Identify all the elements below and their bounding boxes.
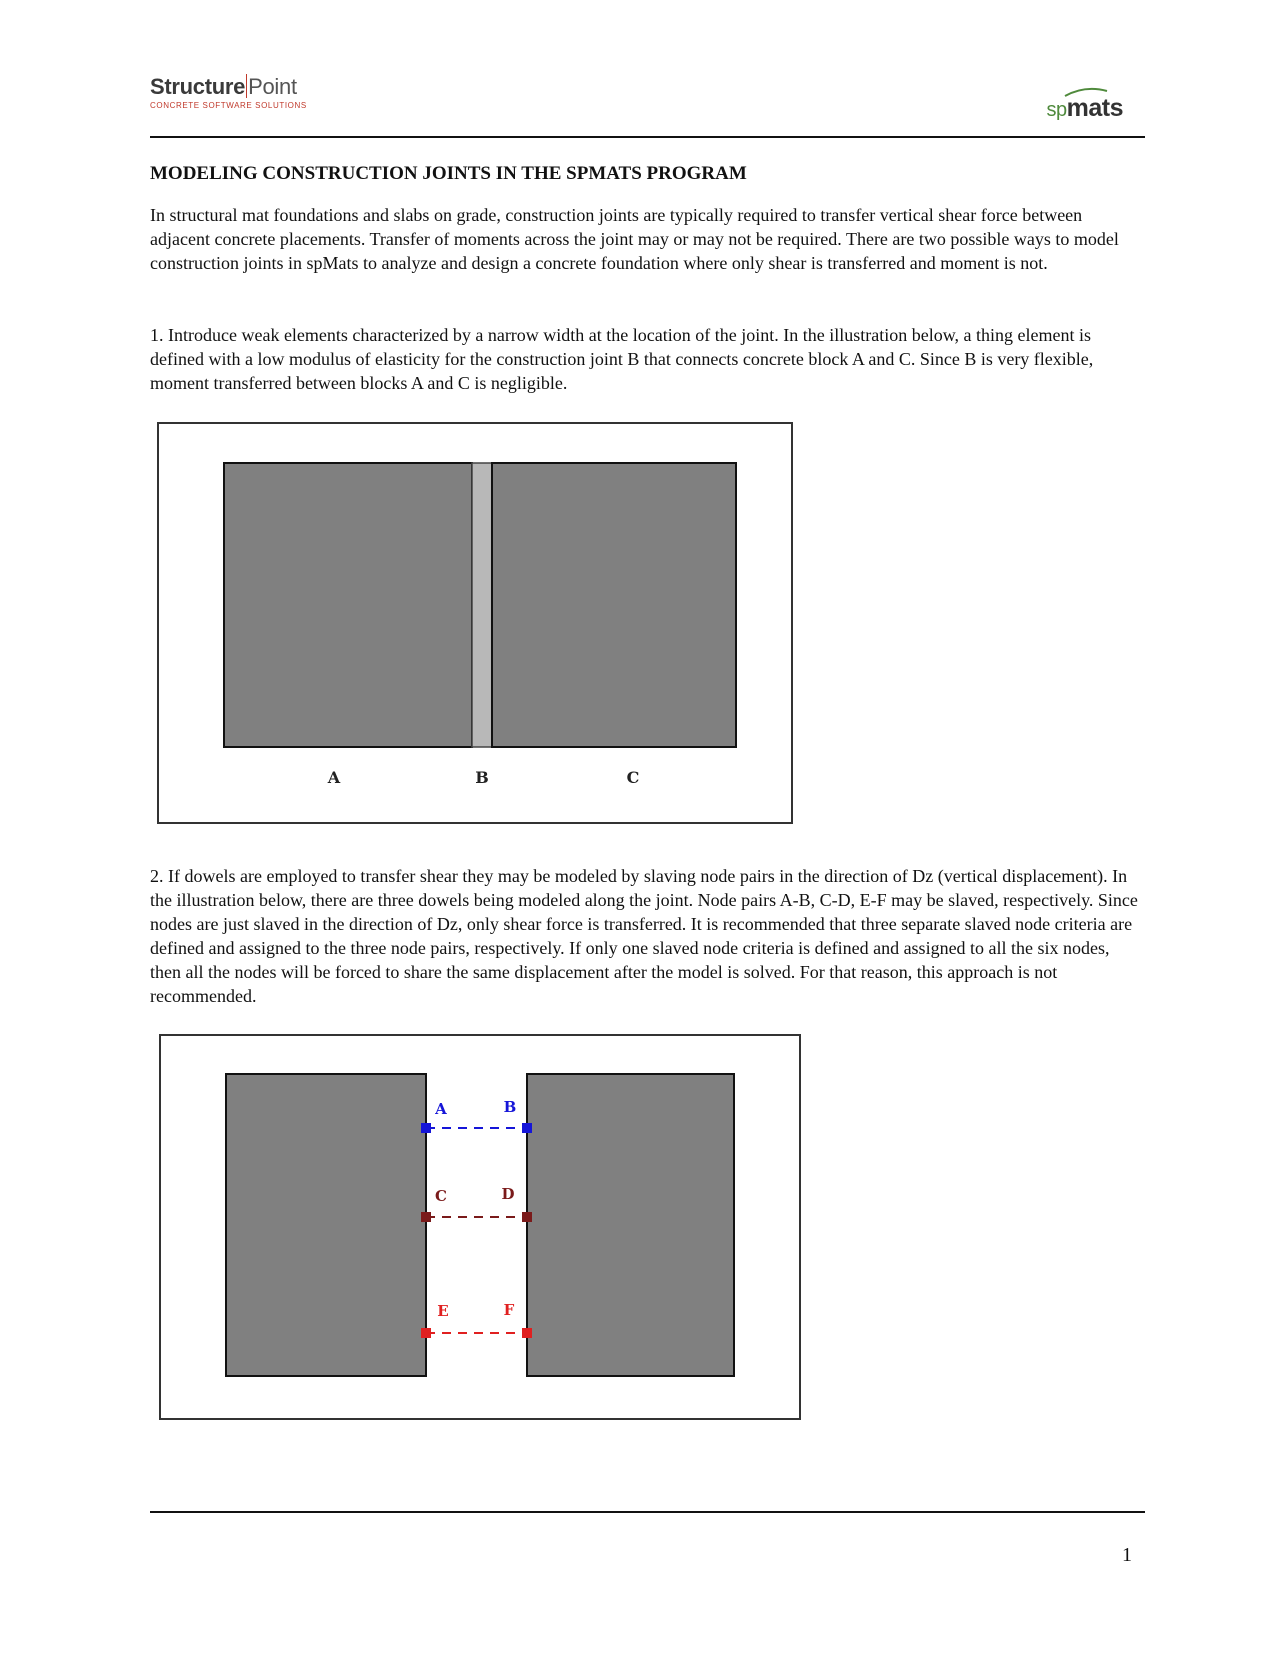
page-number: 1	[1122, 1544, 1132, 1566]
structurepoint-logo	[150, 74, 307, 110]
label-node-f: F	[503, 1301, 515, 1319]
intro-paragraph: In structural mat foundations and slabs on grade, construction joints are typically required to transfer vertical shear force between adjacent concrete placements. Transfer of moments across the joint may or may not be required. There are two possible ways to model construction joints in spMats to analyze and design a concrete foundation where only shear is transferred and moment is not.	[150, 205, 1119, 273]
footer-divider	[150, 1511, 1145, 1513]
method-one-paragraph: 1. Introduce weak elements characterized by a narrow width at the location of the joint. In the illustration below, a thing element is defined with a low modulus of elasticity for the construction joint B that connects concrete block A and C. Since B is very flexible, moment transferred between blocks A and C is negligible.	[150, 325, 1094, 393]
slaved-nodes-diagram	[161, 1036, 799, 1418]
node-a	[421, 1123, 431, 1133]
logo-bold-word: Structure	[150, 74, 246, 99]
label-b: B	[475, 768, 489, 787]
right-block	[527, 1074, 734, 1376]
spmats-logo-prefix: sp	[1046, 99, 1067, 121]
node-d	[522, 1212, 532, 1222]
block-a	[224, 463, 472, 747]
label-node-c: C	[435, 1187, 447, 1205]
spmats-logo	[1047, 94, 1124, 123]
block-c	[492, 463, 736, 747]
page-header	[150, 74, 1145, 138]
document-body	[150, 162, 1145, 186]
logo-tagline: CONCRETE SOFTWARE SOLUTIONS	[150, 101, 307, 110]
label-a: A	[327, 768, 341, 787]
label-node-e: E	[437, 1302, 449, 1320]
header-divider	[150, 136, 1145, 138]
spmats-logo-name: mats	[1066, 94, 1123, 122]
label-node-b: B	[503, 1098, 517, 1116]
label-c: C	[626, 768, 640, 787]
page-title: MODELING CONSTRUCTION JOINTS IN THE SPMATS PROGRAM	[150, 163, 747, 184]
node-f	[522, 1328, 532, 1338]
weak-element-diagram	[159, 424, 791, 822]
label-node-a: A	[435, 1100, 447, 1118]
logo-swoosh-icon	[1063, 87, 1109, 97]
method-two-paragraph: 2. If dowels are employed to transfer shear they may be modeled by slaving node pairs in the direction of Dz (vertical displacement). In the illustration below, there are three dowels being modeled along the joint. Node pairs A-B, C-D, E-F may be slaved, respectively. Since nodes are just slaved in the direction of Dz, only shear force is transferred. It is recommended that three separate slaved node criteria are defined and assigned to the three node pairs, respectively. If only one slaved node criteria is defined and assigned to all the six nodes, then all the nodes will be forced to share the same displacement after the model is solved. For that reason, this approach is not recommended.	[150, 866, 1138, 1006]
weak-element-figure	[157, 422, 793, 824]
joint-b	[472, 463, 492, 747]
left-block	[226, 1074, 426, 1376]
node-b	[522, 1123, 532, 1133]
node-c	[421, 1212, 431, 1222]
label-node-d: D	[501, 1185, 515, 1203]
node-e	[421, 1328, 431, 1338]
logo-light-word: Point	[248, 74, 297, 99]
slaved-nodes-figure	[159, 1034, 801, 1420]
